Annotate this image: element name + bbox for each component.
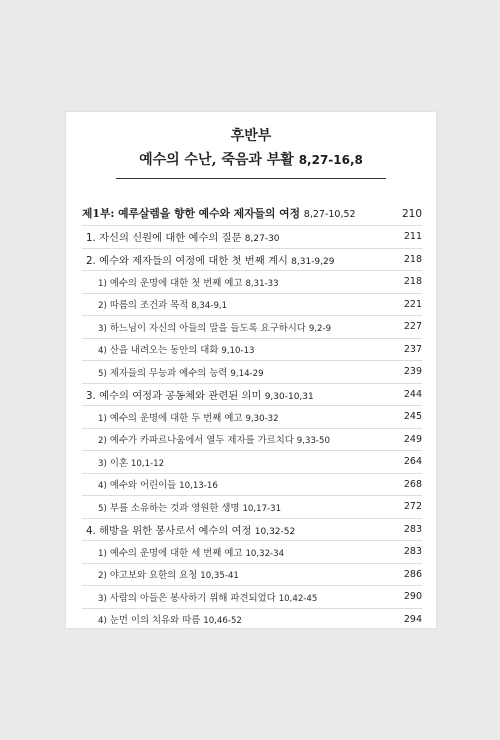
toc-page-number: 237	[403, 343, 422, 355]
toc-entry-title: 예수의 운명에 대한 두 번째 예고	[109, 412, 243, 424]
toc-entry-text	[98, 545, 394, 559]
toc-chapter-row	[82, 518, 422, 541]
toc-entry-text	[86, 229, 394, 244]
part-range: 8,27-16,8	[298, 153, 363, 167]
table-of-contents	[82, 202, 422, 630]
toc-entry-title: 예수의 여정과 공동체와 관련된 의미	[99, 389, 262, 402]
toc-section-row	[82, 405, 422, 428]
toc-entry-title: 자신의 신원에 대한 예수의 질문	[99, 232, 242, 245]
toc-entry-number: 3)	[98, 323, 107, 334]
toc-entry-text	[98, 297, 394, 311]
toc-section-row	[82, 540, 422, 563]
toc-entry-title: 예수의 운명에 대한 첫 번째 예고	[109, 277, 243, 289]
toc-section-row	[82, 495, 422, 518]
toc-entry-number: 4)	[98, 481, 107, 492]
toc-entry-reference: 10,17-31	[242, 503, 282, 514]
part-header	[66, 126, 436, 170]
toc-chapter-row	[82, 383, 422, 406]
toc-entry-title: 제1부: 예루살렘을 향한 예수와 제자들의 여정	[82, 207, 301, 220]
toc-entry-text	[98, 365, 394, 379]
toc-entry-reference: 10,13-16	[179, 481, 218, 492]
toc-page-number: 272	[403, 501, 422, 513]
toc-entry-reference: 10,1-12	[130, 458, 165, 469]
toc-entry-reference: 8,34-9,1	[191, 301, 228, 312]
toc-entry-text	[86, 387, 394, 402]
toc-entry-text	[98, 432, 394, 446]
toc-entry-reference: 9,14-29	[230, 368, 264, 379]
toc-part-row	[82, 202, 422, 225]
toc-section-row	[82, 563, 422, 586]
toc-section-row	[82, 585, 422, 608]
toc-entry-title: 예수와 제자들의 여정에 대한 첫 번째 계시	[99, 254, 288, 267]
toc-page-number: 290	[403, 591, 422, 603]
toc-entry-title: 해방을 위한 봉사로서 예수의 여정	[99, 524, 252, 537]
toc-page-number: 218	[403, 253, 422, 265]
toc-entry-number: 1)	[98, 413, 107, 424]
toc-entry-number: 2)	[98, 571, 107, 582]
toc-page-number: 221	[403, 298, 422, 310]
toc-page-number: 227	[403, 321, 422, 333]
header-divider	[116, 178, 386, 179]
toc-entry-reference: 8,27-30	[244, 234, 280, 245]
toc-entry-title: 예수가 카파르나움에서 열두 제자를 가르치다	[109, 435, 294, 447]
toc-entry-number: 4)	[98, 616, 107, 627]
toc-entry-reference: 9,10-13	[221, 346, 255, 357]
toc-entry-reference: 8,31-33	[245, 278, 279, 289]
toc-page-number: 283	[403, 523, 422, 535]
toc-entry-number: 1)	[98, 278, 107, 289]
toc-page-number: 249	[403, 433, 422, 445]
toc-entry-reference: 9,30-32	[245, 413, 279, 424]
toc-entry-text	[98, 410, 394, 424]
toc-entry-text	[98, 590, 394, 604]
toc-entry-number: 2)	[98, 436, 107, 447]
toc-section-row	[82, 608, 422, 631]
toc-entry-text	[98, 455, 394, 469]
toc-entry-text	[98, 342, 394, 356]
toc-entry-reference: 9,2-9	[308, 323, 332, 334]
toc-entry-title: 제자들의 무능과 예수의 능력	[109, 367, 228, 379]
part-title-text: 예수의 수난, 죽음과 부활	[139, 152, 294, 168]
toc-entry-reference: 8,31-9,29	[291, 256, 335, 267]
toc-entry-text	[98, 500, 394, 514]
toc-page-number: 239	[403, 366, 422, 378]
toc-entry-title: 부를 소유하는 것과 영원한 생명	[109, 502, 240, 514]
toc-entry-number: 4)	[98, 346, 107, 357]
toc-page-number: 218	[403, 276, 422, 288]
toc-entry-number: 1.	[86, 232, 96, 245]
toc-entry-reference: 8,27-10,52	[303, 209, 356, 220]
toc-entry-text	[86, 522, 394, 537]
toc-entry-reference: 10,35-41	[200, 571, 239, 582]
toc-entry-reference: 9,33-50	[296, 436, 330, 447]
toc-page-number: 210	[401, 207, 422, 220]
toc-entry-title: 이혼	[109, 457, 128, 469]
toc-entry-reference: 9,30-10,31	[264, 391, 314, 402]
toc-entry-reference: 10,32-34	[245, 548, 285, 559]
toc-entry-number: 5)	[98, 368, 107, 379]
toc-entry-number: 3.	[86, 389, 96, 402]
toc-entry-text	[98, 612, 394, 626]
toc-section-row	[82, 315, 422, 338]
toc-page-number: 211	[403, 231, 422, 243]
toc-entry-text	[86, 252, 394, 267]
toc-entry-number: 2)	[98, 301, 107, 312]
toc-page-number: 264	[403, 456, 422, 468]
toc-entry-title: 하느님이 자신의 아들의 말을 들도록 요구하시다	[109, 322, 306, 334]
toc-section-row	[82, 450, 422, 473]
toc-section-row	[82, 473, 422, 496]
toc-entry-number: 2.	[86, 254, 96, 267]
toc-section-row	[82, 293, 422, 316]
toc-entry-text	[98, 567, 394, 581]
toc-page-number: 244	[403, 388, 422, 400]
toc-entry-text	[98, 477, 394, 491]
toc-entry-reference: 10,46-52	[203, 616, 242, 627]
toc-entry-title: 눈먼 이의 치유와 따름	[109, 615, 201, 627]
toc-entry-title: 야고보와 요한의 요청	[109, 570, 198, 582]
toc-section-row	[82, 428, 422, 451]
toc-entry-number: 4.	[86, 524, 96, 537]
toc-entry-number: 5)	[98, 503, 107, 514]
toc-entry-number: 3)	[98, 458, 107, 469]
toc-section-row	[82, 360, 422, 383]
toc-entry-title: 예수와 어린이들	[109, 480, 177, 492]
toc-entry-reference: 10,42-45	[278, 593, 318, 604]
toc-page-number: 245	[403, 411, 422, 423]
toc-entry-title: 사람의 아들은 봉사하기 위해 파견되었다	[109, 592, 276, 604]
toc-page-number: 286	[403, 568, 422, 580]
toc-chapter-row	[82, 248, 422, 271]
toc-section-row	[82, 338, 422, 361]
toc-page-number: 268	[403, 478, 422, 490]
toc-entry-reference: 10,32-52	[254, 526, 296, 537]
toc-entry-text	[98, 320, 394, 334]
toc-entry-text	[98, 275, 394, 289]
toc-page-number: 283	[403, 546, 422, 558]
toc-entry-title: 예수의 운명에 대한 세 번째 예고	[109, 547, 243, 559]
toc-entry-title: 따름의 조건과 목적	[109, 300, 189, 312]
toc-entry-number: 1)	[98, 548, 107, 559]
toc-page-number: 294	[403, 613, 422, 625]
part-label: 후반부	[230, 128, 272, 144]
toc-entry-number: 3)	[98, 593, 107, 604]
toc-chapter-row	[82, 225, 422, 248]
toc-entry-text	[82, 206, 394, 221]
toc-section-row	[82, 270, 422, 293]
toc-entry-title: 산을 내려오는 동안의 대화	[109, 345, 219, 357]
part-title	[66, 150, 436, 170]
book-page	[66, 112, 436, 628]
